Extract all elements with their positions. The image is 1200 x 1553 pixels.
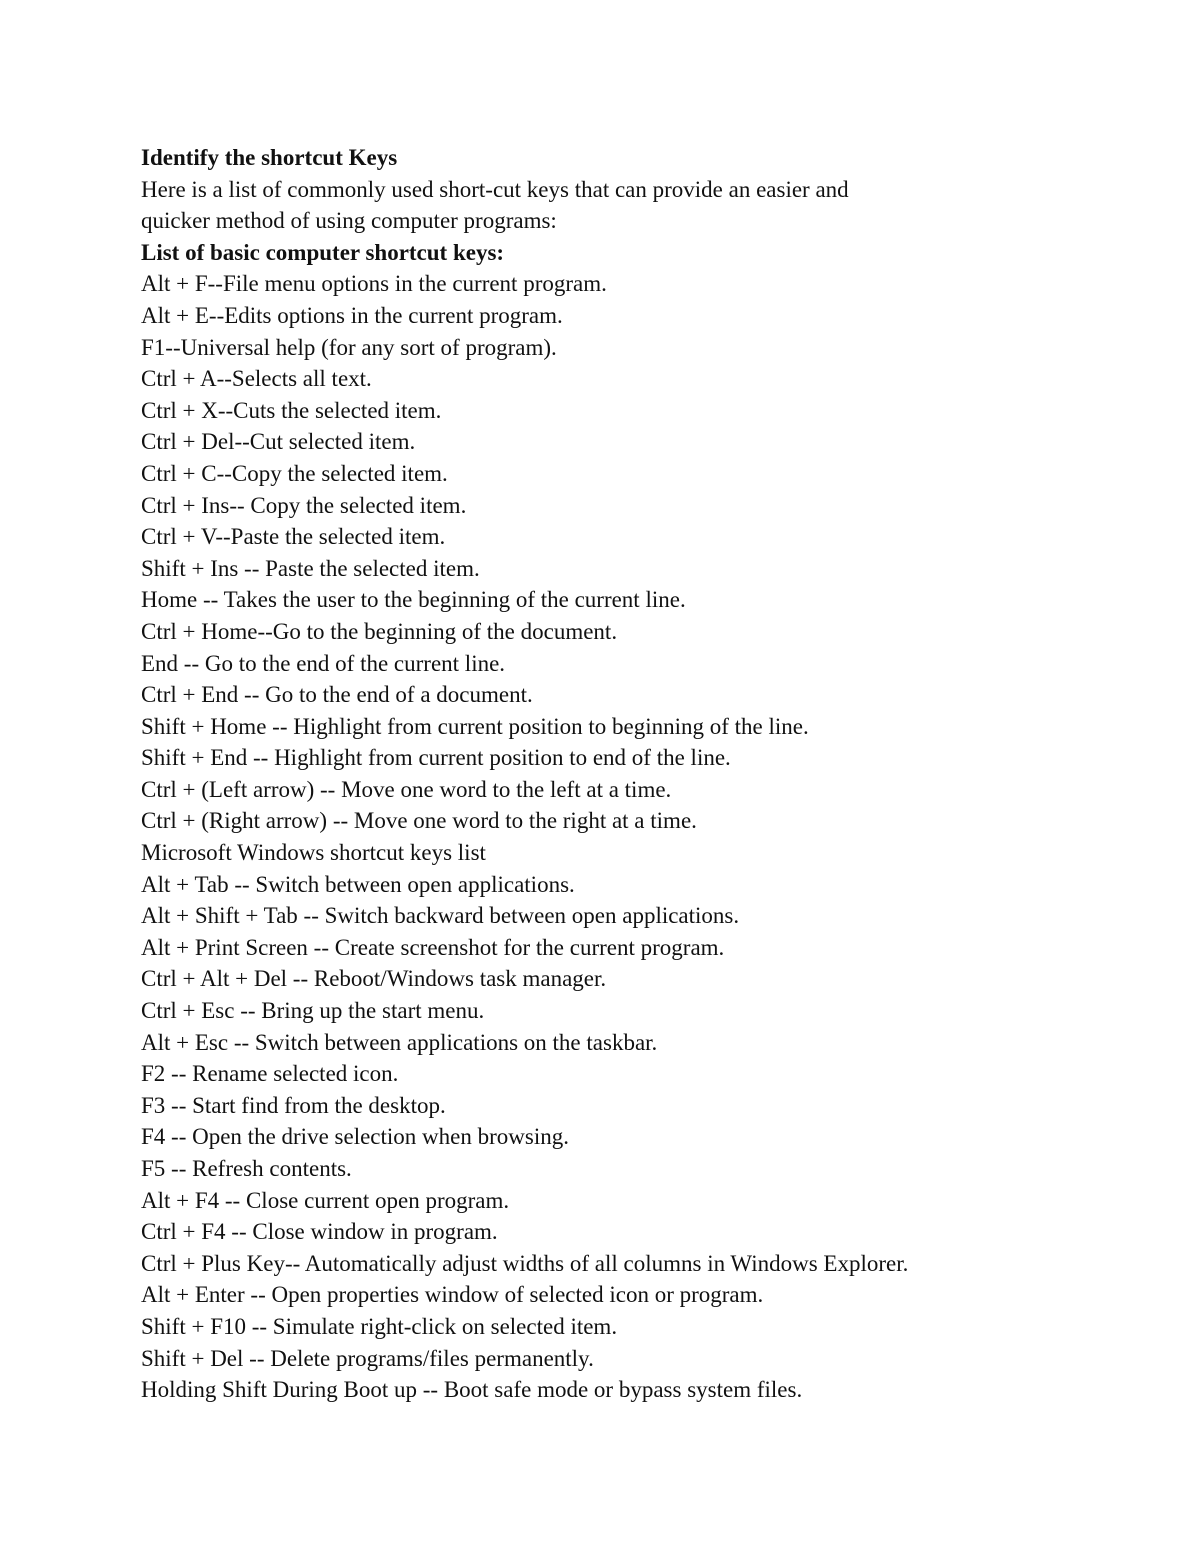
shortcut-item: F5 -- Refresh contents.: [141, 1156, 352, 1181]
basic-shortcuts-list: [141, 268, 1141, 837]
intro-line: Here is a list of commonly used short-cut keys that can provide an easier and: [141, 176, 849, 202]
basic-shortcuts-heading: List of basic computer shortcut keys:: [141, 239, 505, 265]
document-body: [141, 142, 1141, 1406]
shortcut-item: F2 -- Rename selected icon.: [141, 1061, 399, 1087]
shortcut-item: Home -- Takes the user to the beginning of the current line.: [141, 587, 686, 613]
shortcut-item: Ctrl + Alt + Del -- Reboot/Windows task manager.: [141, 966, 607, 992]
intro-line: quicker method of using computer programs:: [141, 208, 557, 234]
shortcut-item: Ctrl + X--Cuts the selected item.: [141, 397, 442, 423]
shortcut-item: Holding Shift During Boot up -- Boot safe mode or bypass system files.: [141, 1377, 803, 1403]
shortcut-item: Ctrl + Ins-- Copy the selected item.: [141, 492, 467, 518]
shortcut-item: Alt + Shift + Tab -- Switch backward between open applications.: [141, 903, 740, 929]
shortcut-item: Alt + Esc -- Switch between applications on the taskbar.: [141, 1029, 658, 1055]
shortcut-item: Alt + Enter -- Open properties window of selected icon or program.: [141, 1282, 764, 1308]
shortcut-item: F3 -- Start find from the desktop.: [141, 1092, 446, 1118]
shortcut-item: Alt + F4 -- Close current open program.: [141, 1187, 510, 1213]
shortcut-item: Ctrl + End -- Go to the end of a document.: [141, 682, 533, 708]
shortcut-item: Ctrl + C--Copy the selected item.: [141, 460, 448, 486]
document-title: Identify the shortcut Keys: [141, 145, 398, 170]
shortcut-item: Ctrl + F4 -- Close window in program.: [141, 1219, 498, 1245]
shortcut-item: Alt + F--File menu options in the current program.: [141, 271, 607, 297]
shortcut-item: Ctrl + Plus Key-- Automatically adjust widths of all columns in Windows Explorer.: [141, 1250, 909, 1276]
shortcut-item: End -- Go to the end of the current line.: [141, 650, 506, 676]
shortcut-item: Alt + Tab -- Switch between open applications.: [141, 871, 575, 897]
shortcut-item: Alt + Print Screen -- Create screenshot for the current program.: [141, 934, 725, 960]
shortcut-item: Shift + End -- Highlight from current position to end of the line.: [141, 745, 731, 771]
shortcut-item: F1--Universal help (for any sort of program).: [141, 334, 557, 360]
shortcut-item: Shift + Del -- Delete programs/files permanently.: [141, 1345, 594, 1371]
shortcut-item: Alt + E--Edits options in the current program.: [141, 302, 563, 328]
shortcut-item: Ctrl + (Left arrow) -- Move one word to the left at a time.: [141, 776, 672, 802]
windows-shortcuts-heading: Microsoft Windows shortcut keys list: [141, 840, 486, 866]
shortcut-item: Ctrl + Home--Go to the beginning of the document.: [141, 618, 618, 644]
shortcut-item: Ctrl + (Right arrow) -- Move one word to the right at a time.: [141, 808, 697, 834]
shortcut-item: Ctrl + A--Selects all text.: [141, 366, 372, 392]
shortcut-item: Ctrl + Del--Cut selected item.: [141, 429, 416, 455]
shortcut-item: Shift + Home -- Highlight from current position to beginning of the line.: [141, 713, 809, 739]
shortcut-item: F4 -- Open the drive selection when browsing.: [141, 1124, 569, 1150]
shortcut-item: Ctrl + V--Paste the selected item.: [141, 524, 446, 550]
windows-shortcuts-list: [141, 869, 1141, 1406]
shortcut-item: Shift + F10 -- Simulate right-click on selected item.: [141, 1313, 618, 1339]
shortcut-item: Ctrl + Esc -- Bring up the start menu.: [141, 998, 485, 1024]
shortcut-item: Shift + Ins -- Paste the selected item.: [141, 555, 480, 581]
